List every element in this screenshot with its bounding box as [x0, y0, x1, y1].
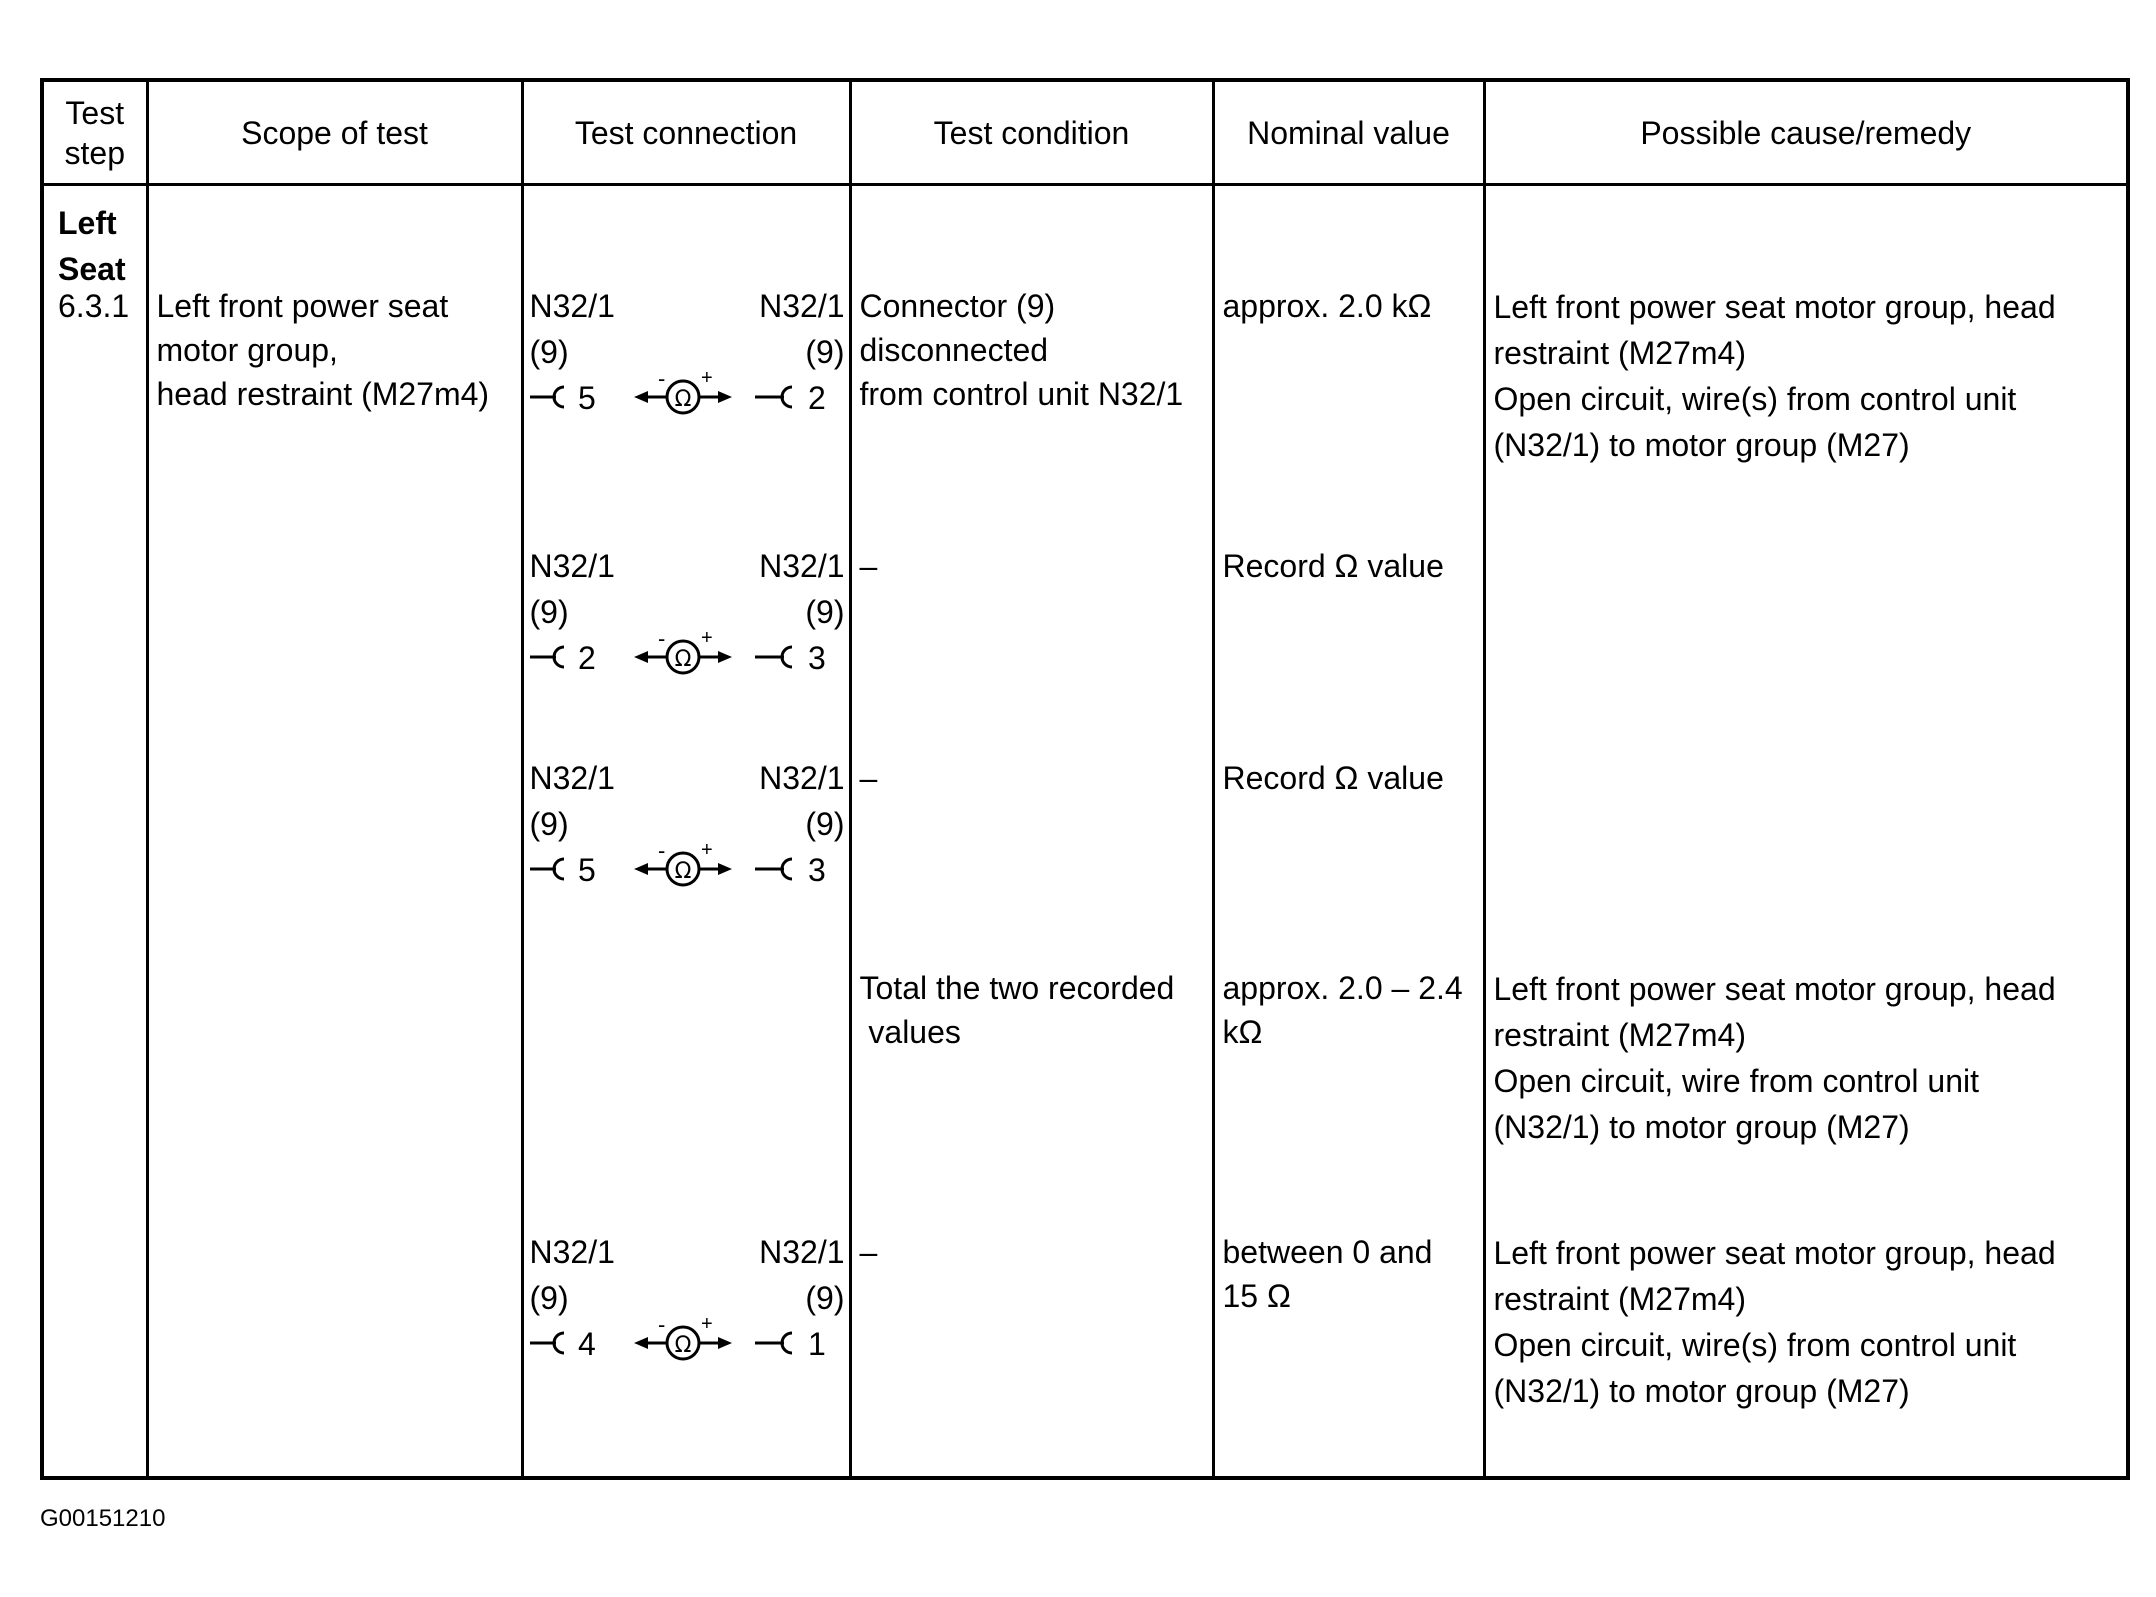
svg-text:+: + [700, 839, 713, 861]
ohmmeter-wiring-diagram [530, 626, 845, 682]
test-connection-1: N32/1 N32/1 (9) (9) 5 Ω - + 2 [530, 284, 845, 424]
nominal-column [1213, 185, 1484, 1479]
svg-text:+: + [700, 1313, 713, 1335]
arrow-right-icon [718, 1337, 732, 1349]
nominal-3: Record Ω value [1222, 760, 1444, 796]
svg-text:Ω: Ω [674, 387, 691, 412]
nominal-2: Record Ω value [1222, 548, 1444, 584]
condition-4: Total the two recorded values [859, 970, 1175, 1050]
nominal-1: approx. 2.0 kΩ [1222, 288, 1432, 324]
figure-id: G00151210 [40, 1505, 166, 1532]
cause-2: Left front power seat motor group, head restraint (M27m4) Open circuit, wire from control unit (N32/1) to motor group (M27) [1493, 971, 2056, 1145]
connector-pin-icon [554, 859, 564, 879]
condition-2: – [859, 548, 878, 584]
svg-text:4: 4 [577, 1326, 596, 1362]
arrow-left-icon [634, 651, 648, 663]
scope-column [147, 185, 522, 1479]
svg-text:3: 3 [807, 640, 826, 676]
ohmmeter-wiring-diagram [530, 366, 845, 422]
test-connection-4: N32/1 N32/1 (9) (9) 4 Ω - + 1 [530, 1230, 845, 1370]
svg-text:Ω: Ω [674, 1333, 691, 1358]
nominal-5: between 0 and 15 Ω [1222, 1234, 1433, 1314]
arrow-left-icon [634, 391, 648, 403]
step-column [42, 185, 147, 1479]
header-row [42, 80, 2128, 185]
arrow-right-icon [718, 391, 732, 403]
scope-text: Left front power seat motor group, head restraint (M27m4) [156, 288, 490, 412]
nominal-4: approx. 2.0 – 2.4 kΩ [1222, 970, 1463, 1050]
header-connection: Test connection [522, 80, 850, 185]
test-table-container [40, 78, 2126, 1480]
connection-column [522, 185, 850, 1479]
header-nominal: Nominal value [1213, 80, 1484, 185]
svg-text:2: 2 [807, 380, 826, 416]
svg-text:Ω: Ω [674, 647, 691, 672]
svg-text:5: 5 [577, 852, 596, 888]
step-number: 6.3.1 [58, 288, 130, 324]
arrow-left-icon [634, 1337, 648, 1349]
cause-3: Left front power seat motor group, head restraint (M27m4) Open circuit, wire(s) from control unit (N32/1) to motor group (M27) [1493, 1235, 2056, 1409]
connector-pin-icon [782, 859, 792, 879]
svg-text:-: - [657, 626, 665, 651]
connector-pin-icon [554, 647, 564, 667]
arrow-left-icon [634, 863, 648, 875]
condition-3: – [859, 760, 878, 796]
header-test-step: Test step [42, 80, 147, 185]
cause-1: Left front power seat motor group, head restraint (M27m4) Open circuit, wire(s) from control unit (N32/1) to motor group (M27) [1493, 289, 2056, 463]
header-condition: Test condition [850, 80, 1213, 185]
arrow-right-icon [718, 863, 732, 875]
svg-text:1: 1 [807, 1326, 826, 1362]
svg-text:5: 5 [577, 380, 596, 416]
ohmmeter-wiring-diagram [530, 838, 845, 894]
svg-text:3: 3 [807, 852, 826, 888]
test-table [40, 78, 2130, 1480]
test-connection-2: N32/1 N32/1 (9) (9) 2 Ω - + 3 [530, 544, 845, 684]
body-row [42, 185, 2128, 1479]
arrow-right-icon [718, 651, 732, 663]
svg-text:+: + [700, 367, 713, 389]
test-connection-3: N32/1 N32/1 (9) (9) 5 Ω - + 3 [530, 756, 845, 896]
svg-text:2: 2 [577, 640, 596, 676]
header-scope: Scope of test [147, 80, 522, 185]
svg-text:-: - [657, 366, 665, 391]
svg-text:+: + [700, 627, 713, 649]
svg-text:-: - [657, 838, 665, 863]
step-label: Left Seat [58, 205, 126, 287]
condition-5: – [859, 1234, 878, 1270]
connector-pin-icon [782, 387, 792, 407]
connector-pin-icon [782, 1333, 792, 1353]
svg-text:-: - [657, 1312, 665, 1337]
condition-column [850, 185, 1213, 1479]
connector-pin-icon [782, 647, 792, 667]
cause-column [1484, 185, 2128, 1479]
ohmmeter-wiring-diagram [530, 1312, 845, 1368]
connector-pin-icon [554, 387, 564, 407]
svg-text:Ω: Ω [674, 859, 691, 884]
connector-pin-icon [554, 1333, 564, 1353]
header-cause: Possible cause/remedy [1484, 80, 2128, 185]
condition-1: Connector (9) disconnected from control unit N32/1 [859, 288, 1184, 412]
